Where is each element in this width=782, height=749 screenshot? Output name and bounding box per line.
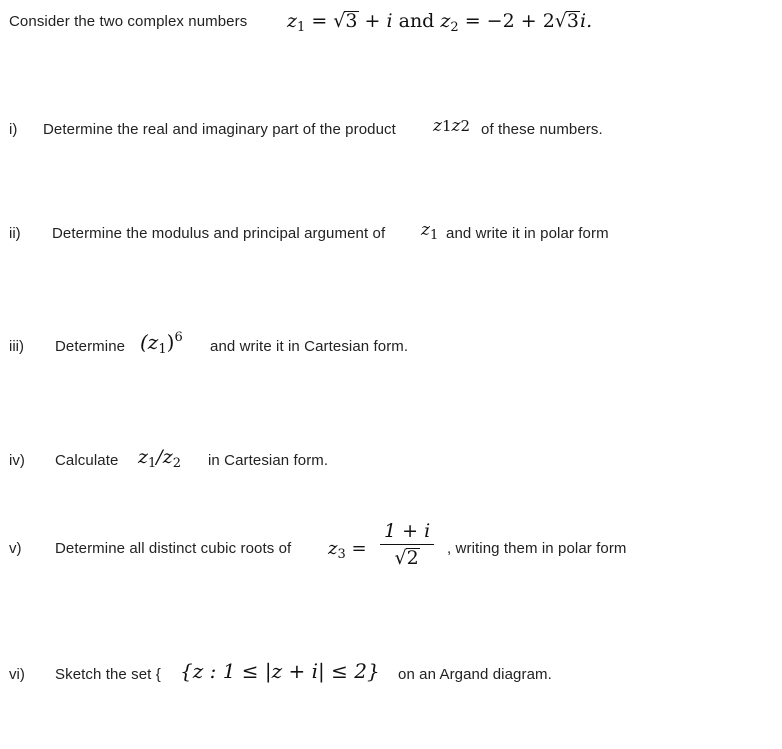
z2-imag-unit: i. — [580, 10, 593, 32]
z1-imag-part: + i — [358, 10, 393, 32]
question-number-iii: iii) — [9, 338, 24, 355]
intro-equation: $z_1 = √3 + i$ and $z_2 = -2 + 2√3i$. — [287, 10, 593, 35]
question-vi-math: {z : 1 ≤ |z + i| ≤ 2} — [180, 659, 380, 683]
question-iii-text-after: and write it in Cartesian form. — [210, 338, 409, 355]
z2-subscript: 2 — [450, 20, 459, 35]
question-v-text: Determine all distinct cubic roots of — [55, 540, 292, 557]
z1-subscript: 1 — [297, 20, 306, 35]
question-v-text-after: , writing them in polar form — [447, 540, 627, 557]
z1-symbol: z — [287, 10, 298, 32]
fraction-numerator: 1 + i — [384, 520, 431, 542]
fraction-denominator: √2 — [394, 547, 419, 569]
question-iii-text: Determine — [55, 338, 126, 355]
question-number-i: i) — [9, 121, 18, 138]
question-iii-math: $(z_1)^6$ — [140, 330, 183, 357]
question-v-fraction — [380, 520, 434, 569]
question-vi-text: Sketch the set { — [55, 666, 161, 683]
question-number-vi: vi) — [9, 666, 25, 683]
question-iv-text: Calculate — [55, 452, 119, 469]
question-ii-text: Determine the modulus and principal argument of — [52, 225, 386, 242]
question-i-text: Determine the real and imaginary part of the product — [43, 121, 396, 138]
intro-and: and — [392, 10, 441, 32]
question-number-ii: ii) — [9, 225, 21, 242]
z2-real-part: = −2 + 2 — [458, 10, 555, 32]
question-i-math: z1z2 — [433, 116, 471, 136]
question-v-math-lhs: $z_3$ = — [328, 538, 367, 562]
question-i-text-after: of these numbers. — [481, 121, 603, 138]
z2-symbol: z — [440, 10, 451, 32]
question-iv-text-after: in Cartesian form. — [208, 452, 329, 469]
question-number-iv: iv) — [9, 452, 25, 469]
intro-text: Consider the two complex numbers — [9, 13, 248, 30]
question-vi-text-after: on an Argand diagram. — [398, 666, 552, 683]
z2-radicand: 3 — [566, 10, 579, 32]
question-iv-math: $z_1/z_2$ — [138, 446, 181, 471]
question-number-v: v) — [9, 540, 22, 557]
z1-equals: = — [305, 10, 334, 32]
question-ii-math: $z_1$ — [421, 220, 439, 243]
z1-radicand: 3 — [345, 10, 358, 32]
question-ii-text-after: and write it in polar form — [446, 225, 609, 242]
